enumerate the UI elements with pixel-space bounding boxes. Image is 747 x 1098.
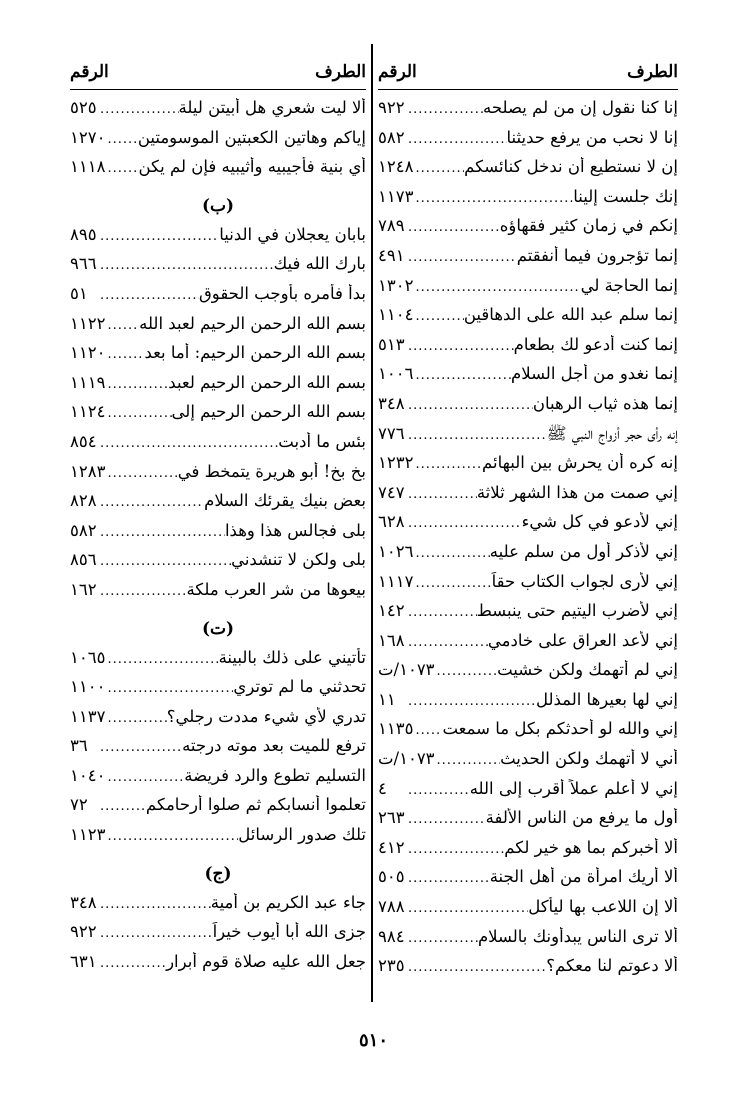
entry-text: إنا لا نحب من يرفع حديثنا	[506, 127, 678, 147]
index-entry	[378, 128, 678, 158]
entry-text: إني لأرى لجواب الكتاب حقاً	[491, 571, 678, 591]
entry-number: ١١٣٥	[378, 719, 414, 739]
dot-leader	[406, 871, 490, 886]
left-column	[70, 58, 366, 981]
index-entry	[378, 572, 678, 602]
header-first-label: الطرف	[315, 61, 366, 82]
header-number-label: الرقم	[378, 61, 417, 82]
entry-text: ألا أريك امرأة من أهل الجنة	[489, 867, 678, 887]
dot-leader	[406, 635, 488, 650]
entry-number: ١١٢٢	[70, 313, 106, 333]
index-entry	[378, 867, 678, 897]
dot-leader	[98, 926, 213, 941]
dot-leader	[413, 723, 442, 738]
entry-text: بسم الله الرحمن الرحيم لعبد	[168, 372, 366, 392]
index-entry	[378, 364, 678, 394]
entry-number: ٩٢٢	[378, 98, 405, 117]
entry-number: ١١١٨	[70, 157, 106, 177]
dot-leader	[406, 102, 483, 117]
dot-leader	[406, 398, 533, 413]
index-entry	[70, 550, 366, 580]
index-entry	[378, 453, 678, 483]
dot-leader	[98, 554, 231, 569]
entry-text: ألا إن اللاعب بها ليأكل	[528, 897, 678, 917]
entry-text: بارك الله فيك	[273, 254, 366, 274]
entry-text: إنا كنا نقول إن من لم يصلحه	[483, 98, 678, 117]
dot-leader	[406, 605, 477, 620]
entry-number: ١٢٣٢	[378, 453, 414, 473]
dot-leader	[413, 368, 511, 383]
entry-text: ألا ترى الناس يبدأونك بالسلام	[477, 926, 678, 946]
dot-leader	[98, 799, 146, 814]
index-entry	[70, 648, 366, 678]
entry-text: ألا أخبركم بما هو خير لكم	[504, 837, 678, 857]
entry-number: ٥١	[70, 283, 88, 303]
entry-text: تلك صدور الرسائل	[238, 825, 366, 845]
entry-text: أني لا أتهمك ولكن الحديث	[500, 749, 678, 769]
dot-leader	[406, 812, 486, 827]
dot-leader	[406, 428, 547, 443]
entry-number: ١٣٠٢	[378, 275, 414, 295]
entry-number: ١٠٤٠	[70, 765, 106, 785]
index-entry	[378, 335, 678, 365]
entry-text: إني لم أتهمك ولكن خشيت	[497, 660, 678, 680]
entry-text: بسم الله الرحمن الرحيم لعبد الله	[139, 313, 366, 333]
entry-number: ١١١٧	[378, 571, 414, 591]
index-entry	[70, 432, 366, 462]
entry-number: ٣٤٨	[70, 892, 97, 912]
entry-text: التسليم تطوع والرد فريضة	[184, 765, 366, 785]
dot-leader	[406, 783, 470, 798]
dot-leader	[98, 288, 199, 303]
entry-text: تدري لأي شيء مددت رجلي؟	[166, 706, 366, 726]
entry-number: ٦٣١	[70, 951, 97, 971]
entry-number: ٧٢	[70, 795, 88, 815]
entry-text: بخ بخ! أبو هريرة يتمخط في	[177, 461, 366, 481]
index-entry	[378, 246, 678, 276]
dot-leader	[98, 525, 225, 540]
entry-number: ١٤٢	[378, 601, 405, 621]
dot-leader	[406, 339, 514, 354]
dot-leader	[98, 436, 278, 451]
entry-number: ١٠٧٣/ت	[378, 660, 435, 680]
index-entry	[70, 314, 366, 344]
index-entry	[378, 157, 678, 187]
entry-number: ٧٧٦	[378, 423, 405, 443]
index-entry	[70, 343, 366, 373]
index-entry	[70, 707, 366, 737]
index-entry	[378, 424, 678, 454]
entry-text: إني لها بعيرها المذلل	[535, 689, 678, 709]
entry-text: بلى ولكن لا تنشدني	[231, 550, 366, 570]
entry-number: ١١٧٣	[378, 186, 414, 206]
entry-number: ١٦٨	[378, 630, 405, 650]
entry-number: ٧٨٩	[378, 216, 405, 236]
entry-number: ٢٣٥	[378, 956, 405, 976]
index-entry	[70, 373, 366, 403]
entry-text: تأتيني على ذلك بالبينة	[218, 647, 366, 667]
entry-text: إني صمت من هذا الشهر ثلاثة	[476, 482, 678, 502]
index-entry	[378, 838, 678, 868]
entry-text: إنما هذه ثياب الرهبان	[532, 393, 678, 413]
index-entry	[378, 779, 678, 809]
entry-text: بابان يعجلان في الدنيا	[219, 224, 366, 244]
dot-leader	[406, 132, 507, 147]
entry-text: إنما كنت أدعو لك بطعام	[513, 334, 678, 354]
section-letter: (ب)	[201, 195, 235, 216]
dot-leader	[413, 280, 580, 295]
index-entry	[378, 187, 678, 217]
entry-text: بئس ما أدبت	[278, 431, 366, 451]
index-entry	[378, 956, 678, 986]
index-entry	[70, 462, 366, 492]
entry-text: إني لأدعو في كل شيء	[521, 512, 678, 532]
entry-number: ١١٢٤	[70, 402, 106, 422]
index-entry	[70, 98, 366, 128]
entry-number: ١٠٢٦	[378, 541, 414, 561]
entry-text: ألا دعوتم لنا معكم؟	[546, 956, 678, 976]
entry-text: إني لأعد العراق على خادمي	[487, 630, 678, 650]
section-letter: (ت)	[201, 618, 235, 639]
right-column	[378, 58, 678, 986]
dot-leader	[105, 347, 144, 362]
entry-number: ٨٢٨	[70, 491, 97, 511]
entry-number: ١٢٤٨	[378, 157, 414, 177]
column-divider	[371, 44, 373, 1002]
dot-leader	[105, 829, 238, 844]
section-letter: (ج)	[204, 863, 232, 884]
entry-number: ١٢٧٠	[70, 127, 106, 147]
entry-number: ٢٦٣	[378, 808, 405, 828]
dot-leader	[413, 161, 464, 176]
entry-text: جاء عبد الكريم بن أمية	[210, 892, 366, 912]
entry-text: إنه كره أن يحرش بين البهائم	[482, 453, 678, 473]
entry-text: إياكم وهاتين الكعبتين الموسومتين	[137, 127, 366, 147]
index-entry	[378, 719, 678, 749]
dot-leader	[413, 576, 491, 591]
dot-leader	[98, 229, 219, 244]
right-column-header	[378, 58, 678, 90]
entry-text: جعل الله عليه صلاة قوم أبرار	[166, 951, 366, 971]
dot-leader	[105, 132, 137, 147]
entry-text: إنك جلست إلينا	[573, 186, 678, 206]
dot-leader	[413, 309, 463, 324]
dot-leader	[98, 740, 182, 755]
dot-leader	[435, 753, 501, 768]
entry-text: بسم الله الرحمن الرحيم إلى	[171, 402, 366, 422]
index-entry	[378, 601, 678, 631]
dot-leader	[406, 694, 536, 709]
index-entry	[378, 98, 678, 128]
header-first-label: الطرف	[627, 61, 678, 82]
index-entry	[378, 216, 678, 246]
entry-number: ٩٦٦	[70, 254, 97, 274]
entry-number: ٦٢٨	[378, 512, 405, 532]
header-number-label: الرقم	[70, 61, 109, 82]
dot-leader	[98, 258, 274, 273]
entry-number: ٥٨٢	[378, 127, 405, 147]
entry-number: ٨٩٥	[70, 224, 97, 244]
entry-text: بدأ فأمره بأوجب الحقوق	[199, 283, 366, 303]
index-entry	[378, 305, 678, 335]
entry-text: إنما تؤجرون فيما أنفقتم	[516, 245, 678, 265]
entry-number: ١١٠٤	[378, 305, 414, 325]
entry-text: بيعوها من شر العرب ملكة	[186, 579, 366, 599]
index-entry	[70, 825, 366, 855]
index-entry	[70, 736, 366, 766]
dot-leader	[105, 406, 171, 421]
entry-number: ٩٨٤	[378, 926, 405, 946]
entry-number: ٤٩١	[378, 245, 405, 265]
entry-number: ٨٥٦	[70, 550, 97, 570]
dot-leader	[406, 487, 477, 502]
entry-text: إن لا نستطيع أن ندخل كنائسكم	[464, 157, 678, 177]
index-entry	[70, 157, 366, 187]
entry-text: إنما نغدو من أجل السلام	[511, 364, 678, 384]
entry-number: ٥٠٥	[378, 867, 405, 887]
left-column-header	[70, 58, 366, 90]
entry-number: ٥٨٢	[70, 520, 97, 540]
entry-text: بعض بنيك يقرئك السلام	[204, 491, 366, 511]
dot-leader	[98, 102, 179, 117]
page-number: ٥١٠	[358, 1030, 388, 1051]
index-entry	[70, 795, 366, 825]
entry-text: إنكم في زمان كثير فقهاؤه	[499, 216, 678, 236]
index-entry	[70, 491, 366, 521]
index-entry	[378, 660, 678, 690]
entry-number: ٥١٣	[378, 334, 405, 354]
entry-number: ١١	[378, 689, 396, 709]
index-entry	[378, 690, 678, 720]
dot-leader	[413, 457, 482, 472]
entry-text: إني لا أعلم عملاً أقرب إلى الله	[469, 778, 678, 798]
index-entry	[378, 631, 678, 661]
entry-number: ١١٢٣	[70, 825, 106, 845]
index-entry	[378, 808, 678, 838]
entry-text: إني والله لو أحدثكم بكل ما سمعت	[442, 719, 678, 739]
entry-number: ١١٠٠	[70, 677, 106, 697]
dot-leader	[406, 901, 528, 916]
index-entry	[70, 225, 366, 255]
entry-number: ٤١٢	[378, 837, 405, 857]
index-entry	[378, 897, 678, 927]
entry-number: ٩٢٢	[70, 922, 97, 942]
entry-text: ترفع للميت بعد موته درجته	[182, 736, 366, 756]
index-entry	[70, 402, 366, 432]
entry-text: جزى الله أبا أيوب خيراً	[212, 922, 366, 942]
entry-number: ٤	[378, 778, 387, 798]
entry-text: إني لأذكر أول من سلم عليه	[489, 541, 678, 561]
index-entry	[70, 580, 366, 610]
index-entry	[378, 512, 678, 542]
entry-text: تعلموا أنسابكم ثم صلوا أرحامكم	[145, 795, 366, 815]
dot-leader	[105, 770, 184, 785]
entry-number: ٣٤٨	[378, 393, 405, 413]
dot-leader	[98, 584, 186, 599]
left-entries	[70, 98, 366, 981]
dot-leader	[105, 377, 168, 392]
entry-number: ١٠٠٦	[378, 364, 414, 384]
index-entry	[70, 128, 366, 158]
dot-leader	[406, 931, 478, 946]
entry-text: تحدثني ما لم توتري	[233, 677, 366, 697]
dot-leader	[98, 495, 204, 510]
index-entry	[378, 542, 678, 572]
dot-leader	[98, 897, 211, 912]
index-entry	[378, 483, 678, 513]
index-entry	[70, 521, 366, 551]
entry-text: بسم الله الرحمن الرحيم: أما بعد	[144, 343, 366, 363]
index-entry	[378, 276, 678, 306]
entry-number: ١١١٩	[70, 372, 106, 392]
entry-text: أي بنية فأجيبيه وأثيبيه فإن لم يكن	[138, 157, 366, 177]
dot-leader	[105, 652, 218, 667]
dot-leader	[406, 250, 517, 265]
entry-number: ٨٥٤	[70, 431, 97, 451]
entry-text: إنما سلم عبد الله على الدهاقين	[463, 305, 678, 325]
index-entry	[70, 893, 366, 923]
dot-leader	[105, 681, 233, 696]
index-entry	[378, 394, 678, 424]
dot-leader	[435, 664, 498, 679]
entry-text: ألا ليت شعري هل أبيتن ليلة	[178, 98, 366, 117]
entry-text: إنه رأى حجر أزواج النبي ﷺ	[546, 423, 678, 443]
entry-text: إني لأضرب اليتيم حتى ينبسط	[476, 601, 678, 621]
index-entry	[70, 254, 366, 284]
dot-leader	[105, 466, 177, 481]
entry-number: ١١٢٠	[70, 343, 106, 363]
index-entry	[378, 749, 678, 779]
dot-leader	[98, 956, 166, 971]
index-entry	[70, 922, 366, 952]
dot-leader	[105, 318, 139, 333]
index-entry	[70, 766, 366, 796]
entry-number: ٥٢٥	[70, 98, 97, 117]
right-entries	[378, 98, 678, 986]
dot-leader	[105, 711, 166, 726]
dot-leader	[413, 546, 489, 561]
entry-number: ١٢٨٣	[70, 461, 106, 481]
dot-leader	[413, 191, 573, 206]
entry-number: ١٠٧٣/ت	[378, 749, 435, 769]
entry-text: أول ما يرفع من الناس الألفة	[485, 808, 678, 828]
dot-leader	[105, 161, 138, 176]
dot-leader	[406, 516, 522, 531]
entry-number: ١٠٦٥	[70, 647, 106, 667]
entry-number: ١١٣٧	[70, 706, 106, 726]
entry-text: بلى فجالس هذا وهذا	[224, 520, 366, 540]
entry-number: ٧٤٧	[378, 482, 405, 502]
entry-number: ٣٦	[70, 736, 88, 756]
index-entry	[70, 952, 366, 982]
dot-leader	[406, 842, 504, 857]
dot-leader	[406, 220, 500, 235]
entry-text: إنما الحاجة لي	[580, 275, 678, 295]
entry-number: ٧٨٨	[378, 897, 405, 917]
dot-leader	[406, 960, 546, 975]
index-entry	[378, 927, 678, 957]
entry-number: ١٦٢	[70, 579, 97, 599]
index-entry	[70, 677, 366, 707]
index-entry	[70, 284, 366, 314]
